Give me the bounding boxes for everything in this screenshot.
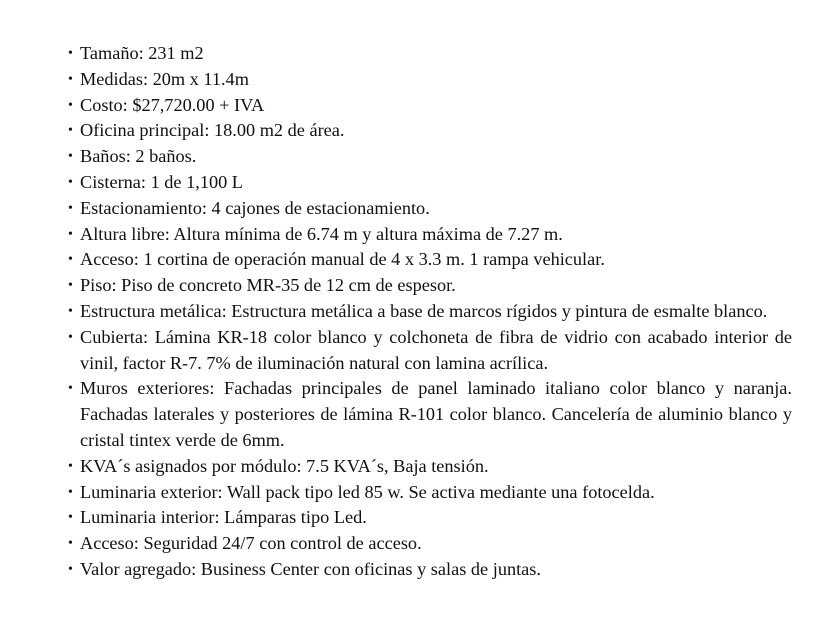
bullet-icon: • xyxy=(68,123,73,139)
list-item xyxy=(68,376,792,453)
bullet-icon: • xyxy=(68,149,73,165)
feature-list xyxy=(68,41,792,583)
list-item xyxy=(68,144,792,170)
list-item xyxy=(68,247,792,273)
list-item-text: Acceso: Seguridad 24/7 con control de acceso. xyxy=(80,533,422,554)
list-item-text: Estructura metálica: Estructura metálica a base de marcos rígidos y pintura de esmalte blanco. xyxy=(80,300,768,321)
list-item-text: Tamaño: 231 m2 xyxy=(80,43,204,63)
list-item-text: Costo: $27,720.00 + IVA xyxy=(80,94,265,115)
bullet-icon: • xyxy=(68,174,73,190)
list-item xyxy=(68,454,792,480)
list-item xyxy=(68,531,792,557)
list-item xyxy=(68,557,792,583)
list-item xyxy=(68,299,792,325)
document-body xyxy=(68,41,792,583)
list-item-text: Baños: 2 baños. xyxy=(80,146,197,167)
bullet-icon: • xyxy=(68,381,73,397)
list-item-text: Luminaria interior: Lámparas tipo Led. xyxy=(80,507,367,528)
list-item-text: Piso: Piso de concreto MR-35 de 12 cm de espesor. xyxy=(80,275,456,296)
list-item-text: Estacionamiento: 4 cajones de estacionamiento. xyxy=(80,197,430,218)
list-item-text: Acceso: 1 cortina de operación manual de 4 x 3.3 m. 1 rampa vehicular. xyxy=(80,249,605,270)
list-item xyxy=(68,170,792,196)
bullet-icon: • xyxy=(68,252,73,268)
list-item xyxy=(68,93,792,119)
list-item xyxy=(68,118,792,144)
list-item xyxy=(68,273,792,299)
bullet-icon: • xyxy=(68,458,73,474)
list-item xyxy=(68,480,792,506)
bullet-icon: • xyxy=(68,97,73,113)
list-item-text: Cisterna: 1 de 1,100 L xyxy=(80,171,243,192)
bullet-icon: • xyxy=(68,484,73,500)
bullet-icon: • xyxy=(68,536,73,552)
bullet-icon: • xyxy=(68,303,73,319)
bullet-icon: • xyxy=(68,71,73,87)
bullet-icon: • xyxy=(68,510,73,526)
list-item-text: Muros exteriores: Fachadas principales de panel laminado italiano color blanco y naranja. Fachadas laterales y posteriores de lámina R-101 color blanco. Cancelería de aluminio blanco y cristal tintex verde de 6mm. xyxy=(80,378,792,450)
list-item-text: Valor agregado: Business Center con oficinas y salas de juntas. xyxy=(80,558,541,579)
list-item-text: Luminaria exterior: Wall pack tipo led 85 w. Se activa mediante una fotocelda. xyxy=(80,481,655,502)
bullet-icon: • xyxy=(68,329,73,345)
list-item-text: Oficina principal: 18.00 m2 de área. xyxy=(80,120,345,141)
bullet-icon: • xyxy=(68,561,73,577)
bullet-icon: • xyxy=(68,200,73,216)
bullet-icon: • xyxy=(68,46,73,61)
list-item-text: Cubierta: Lámina KR-18 color blanco y colchoneta de fibra de vidrio con acabado interior de vinil, factor R-7. 7% de iluminación natural con lamina acrílica. xyxy=(80,326,792,373)
list-item-text: Medidas: 20m x 11.4m xyxy=(80,68,249,89)
list-item xyxy=(68,222,792,248)
list-item-text: KVA´s asignados por módulo: 7.5 KVA´s, Baja tensión. xyxy=(80,455,489,476)
list-item xyxy=(68,41,792,67)
list-item xyxy=(68,505,792,531)
bullet-icon: • xyxy=(68,278,73,294)
list-item-text: Altura libre: Altura mínima de 6.74 m y altura máxima de 7.27 m. xyxy=(80,223,563,244)
list-item xyxy=(68,67,792,93)
list-item xyxy=(68,196,792,222)
list-item xyxy=(68,325,792,377)
bullet-icon: • xyxy=(68,226,73,242)
